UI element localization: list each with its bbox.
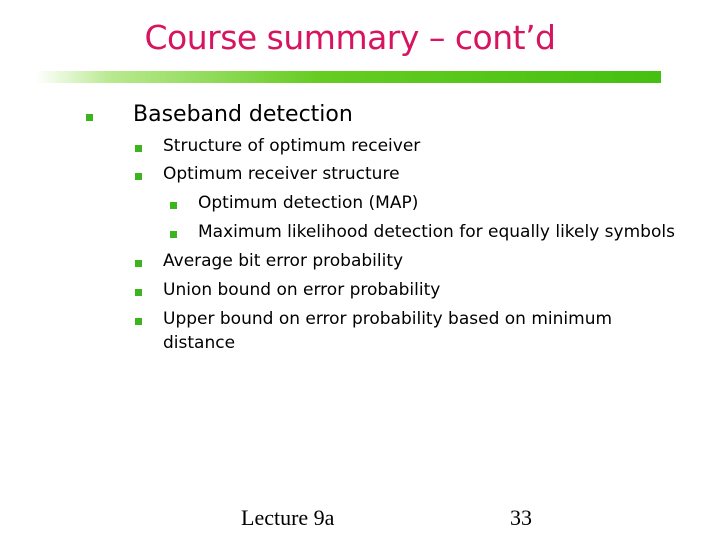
bullet-upper-bound-line2: distance: [163, 333, 236, 353]
bullet-square-icon: [135, 173, 142, 180]
bullet-square-icon: [135, 260, 142, 267]
bullet-optimum-receiver-structure: Optimum receiver structure: [163, 164, 400, 184]
bullet-square-icon: [170, 231, 177, 238]
bullet-average-bit-error-probability: Average bit error probability: [163, 251, 404, 271]
footer-page-number: 33: [510, 505, 532, 530]
bullet-square-icon: [135, 289, 142, 296]
bullet-square-icon: [135, 145, 142, 152]
slide-title: Course summary – cont’d: [144, 18, 556, 57]
bullet-level1-baseband-detection: Baseband detection: [133, 102, 353, 127]
bullet-upper-bound-line1: Upper bound on error probability based on minimum: [163, 309, 613, 329]
bullet-square-icon: [86, 114, 93, 121]
footer-lecture-label: Lecture 9a: [241, 505, 335, 530]
bullet-maximum-likelihood-detection: Maximum likelihood detection for equally likely symbols: [198, 222, 675, 242]
bullet-square-icon: [135, 318, 142, 325]
bullet-structure-of-optimum-receiver: Structure of optimum receiver: [163, 136, 421, 156]
bullet-union-bound: Union bound on error probability: [163, 280, 441, 300]
title-underline-bar: [36, 71, 661, 83]
bullet-optimum-detection-map: Optimum detection (MAP): [198, 193, 419, 213]
bullet-square-icon: [170, 202, 177, 209]
